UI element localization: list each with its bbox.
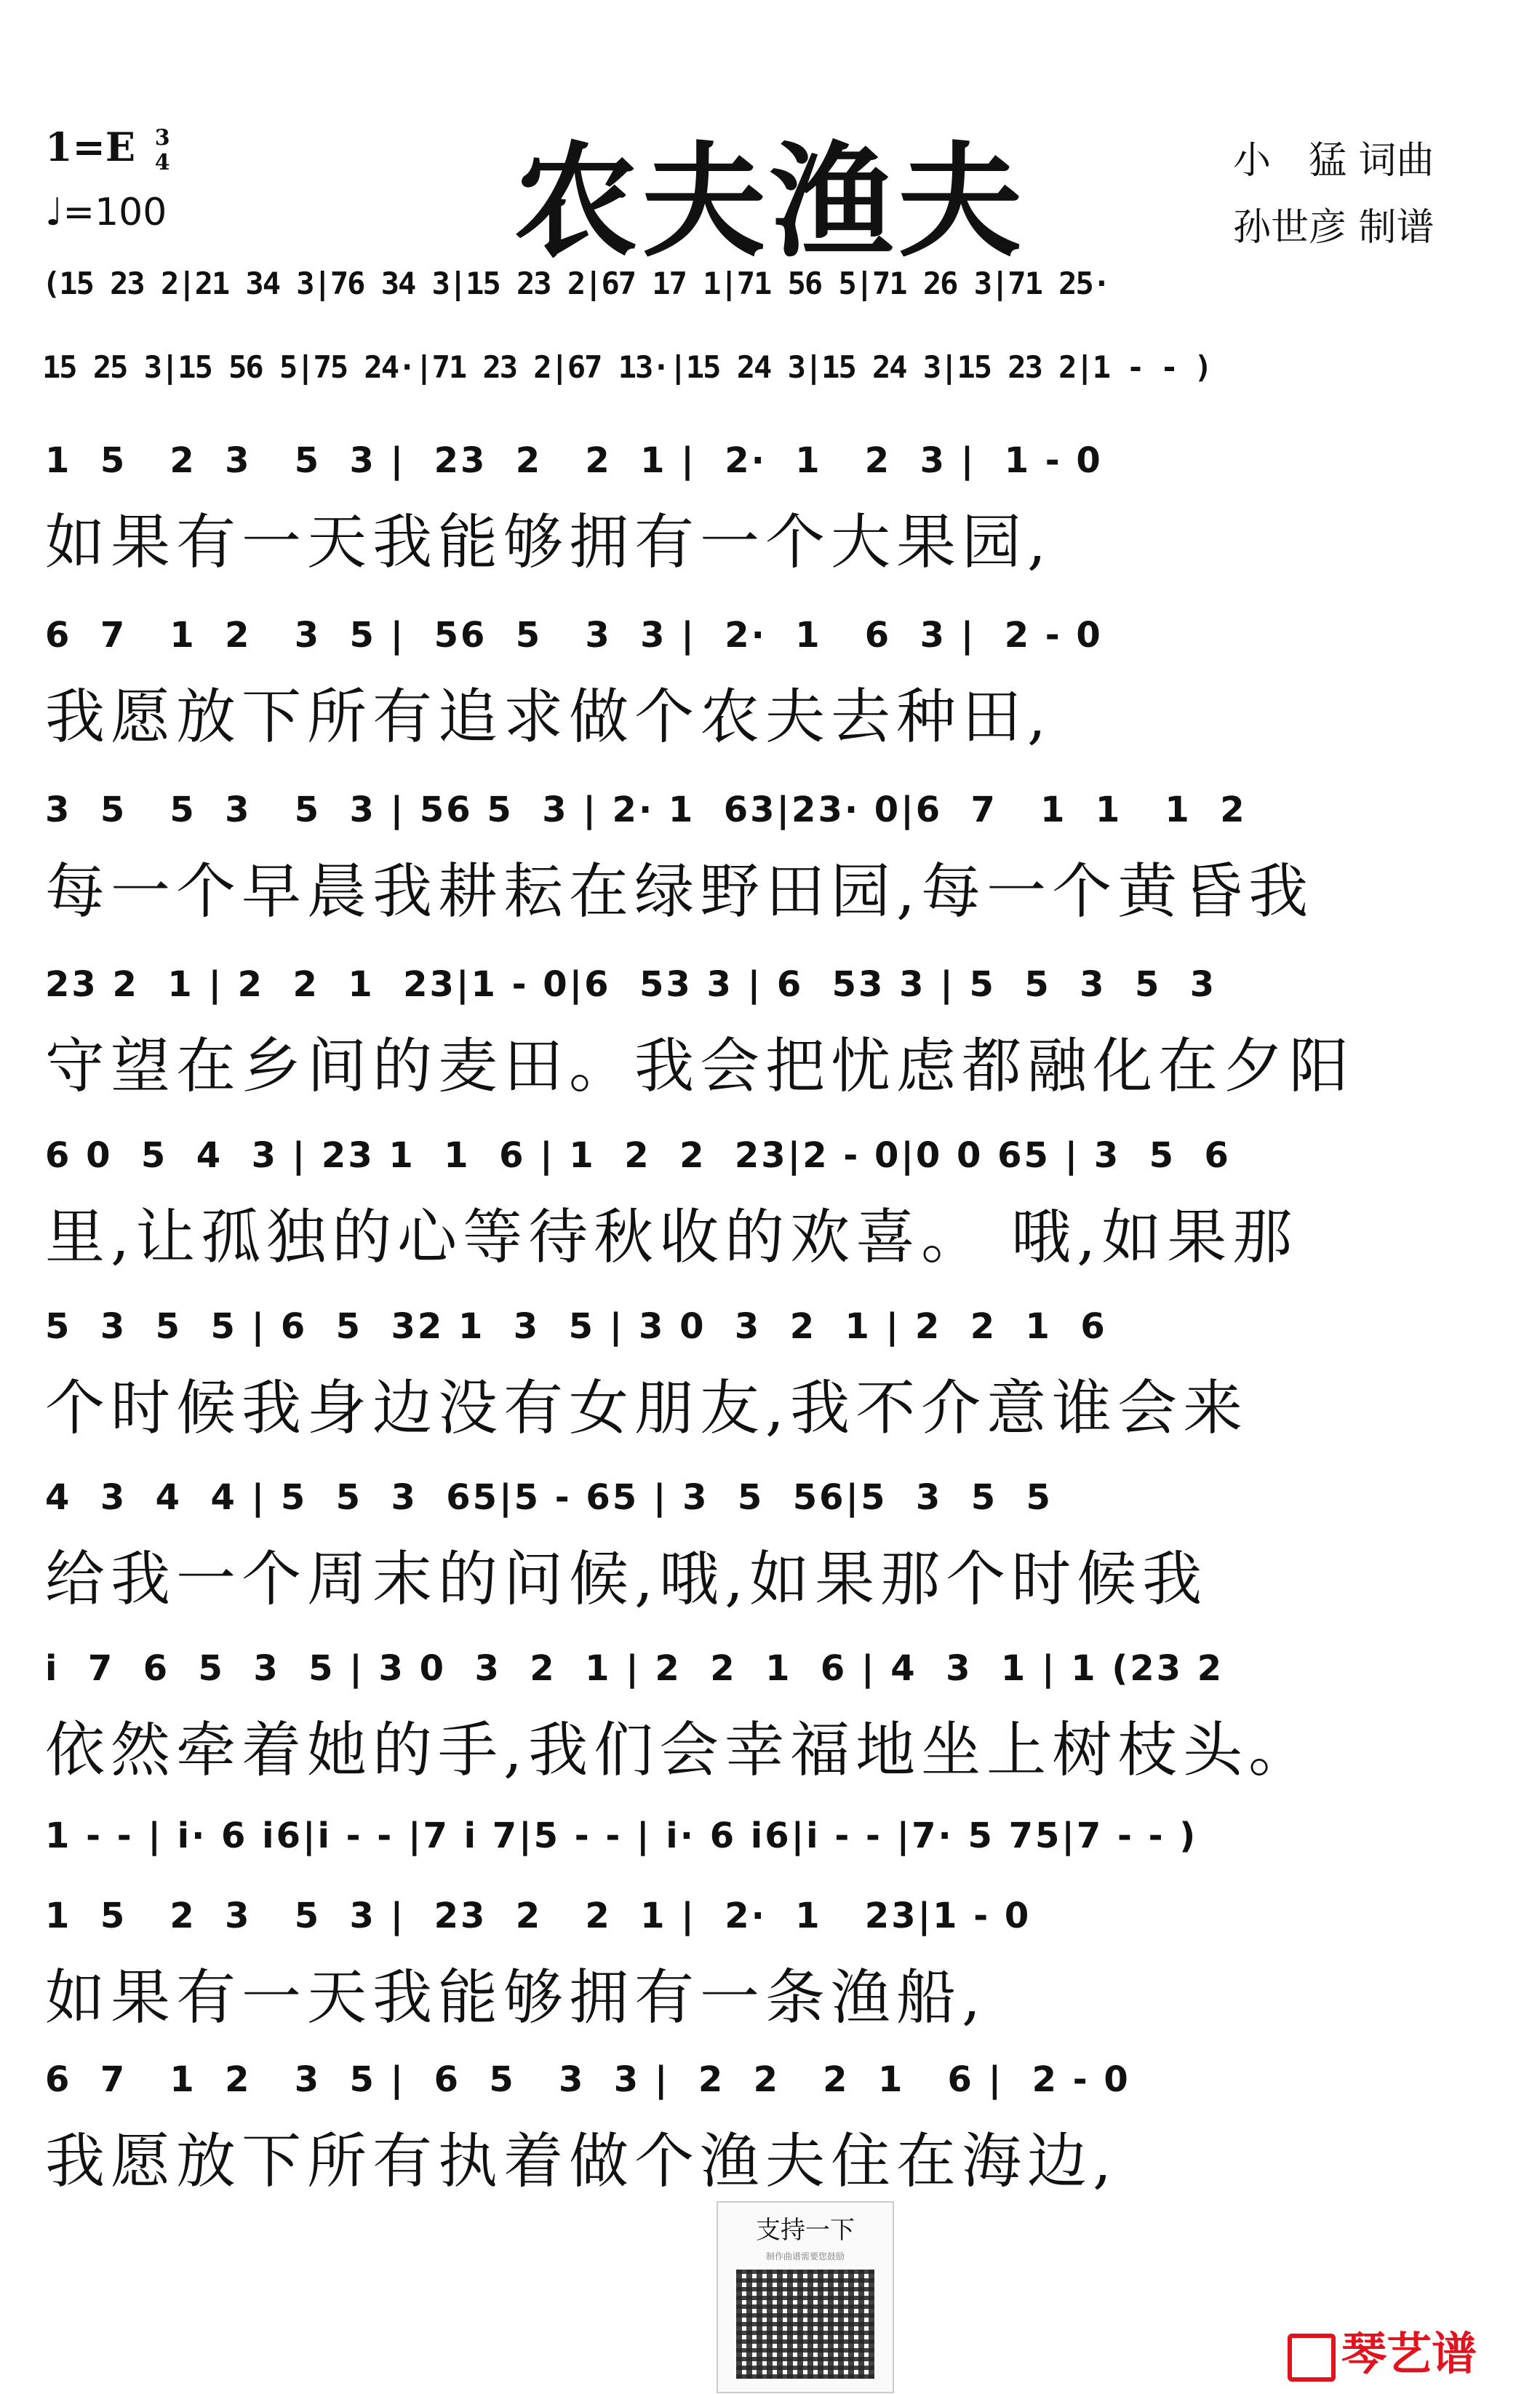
notes-row-10: 1 5 2 3 5 3 | 23 2 2 1 | 2· 1 23|1 - 0 xyxy=(45,1896,1032,1936)
meter-top: 3 xyxy=(154,124,170,151)
intro-line-2: 15 25 3|15 56 5|75 24·|71 23 2|67 13·|15 24 3|15 24 3|15 23 2|1 - - ) xyxy=(42,349,1211,385)
key-label: 1=E xyxy=(45,124,135,170)
notes-row-11: 6 7 1 2 3 5 | 6 5 3 3 | 2 2 2 1 6 | 2 - 0 xyxy=(45,2059,1130,2100)
lyricist-composer: 小 猛 词曲 xyxy=(1233,139,1435,183)
lyrics-row-11: 我愿放下所有执着做个渔夫住在海边, xyxy=(45,2127,1118,2196)
transcriber: 孙世彦 制谱 xyxy=(1233,206,1435,250)
tempo-marking: ♩=100 xyxy=(45,191,167,234)
brand-logo-icon xyxy=(1288,2334,1336,2382)
support-qr-panel xyxy=(717,2201,894,2393)
qr-code-icon xyxy=(736,2270,874,2379)
notes-row-3: 3 5 5 3 5 3 | 56 5 3 | 2· 1 63|23· 0|6 7 1 1 1 2 xyxy=(45,790,1247,830)
notes-row-8: i 7 6 5 3 5 | 3 0 3 2 1 | 2 2 1 6 | 4 3 1 | 1 (23 2 xyxy=(45,1648,1224,1689)
brand-name: 琴艺谱 xyxy=(1341,2327,1477,2380)
lyrics-row-1: 如果有一天我能够拥有一个大果园, xyxy=(45,508,1053,577)
lyrics-row-5: 里,让孤独的心等待秋收的欢喜。 哦,如果那 xyxy=(45,1203,1298,1272)
lyrics-row-6: 个时候我身边没有女朋友,我不介意谁会来 xyxy=(45,1374,1249,1443)
lyrics-row-10: 如果有一天我能够拥有一条渔船, xyxy=(45,1963,987,2032)
lyrics-row-7: 给我一个周末的问候,哦,如果那个时候我 xyxy=(45,1545,1208,1614)
notes-row-interlude: 1 - - | i· 6 i6|i - - |7 i 7|5 - - | i· 6 i6|i - - |7· 5 75|7 - - ) xyxy=(45,1816,1198,1856)
support-subtitle: 制作曲谱需要您鼓励 xyxy=(765,2251,845,2262)
song-title: 农夫渔夫 xyxy=(514,129,1026,274)
notes-row-4: 23 2 1 | 2 2 1 23|1 - 0|6 53 3 | 6 53 3 | 5 5 3 5 3 xyxy=(45,964,1217,1005)
lyrics-row-8: 依然牵着她的手,我们会幸福地坐上树枝头。 xyxy=(45,1716,1314,1785)
meter-bottom: 4 xyxy=(154,149,170,175)
notes-row-2: 6 7 1 2 3 5 | 56 5 3 3 | 2· 1 6 3 | 2 - 0 xyxy=(45,615,1103,656)
brand-logo xyxy=(1288,2318,1477,2382)
credits xyxy=(1233,127,1435,261)
support-title: 支持一下 xyxy=(756,2216,855,2245)
lyrics-row-2: 我愿放下所有追求做个农夫去种田, xyxy=(45,683,1053,752)
notes-row-5: 6 0 5 4 3 | 23 1 1 6 | 1 2 2 23|2 - 0|0 0 65 | 3 5 6 xyxy=(45,1135,1231,1176)
notes-row-7: 4 3 4 4 | 5 5 3 65|5 - 65 | 3 5 56|5 3 5 5 xyxy=(45,1477,1053,1518)
lyrics-row-3: 每一个早晨我耕耘在绿野田园,每一个黄昏我 xyxy=(45,857,1314,926)
intro-line-1: (15 23 2|21 34 3|76 34 3|15 23 2|67 17 1|71 56 5|71 26 3|71 25· xyxy=(42,266,1110,301)
notes-row-6: 5 3 5 5 | 6 5 32 1 3 5 | 3 0 3 2 1 | 2 2 1 6 xyxy=(45,1306,1107,1347)
notes-row-1: 1 5 2 3 5 3 | 23 2 2 1 | 2· 1 2 3 | 1 - 0 xyxy=(45,440,1103,481)
lyrics-row-4: 守望在乡间的麦田。我会把忧虑都融化在夕阳 xyxy=(45,1032,1355,1101)
